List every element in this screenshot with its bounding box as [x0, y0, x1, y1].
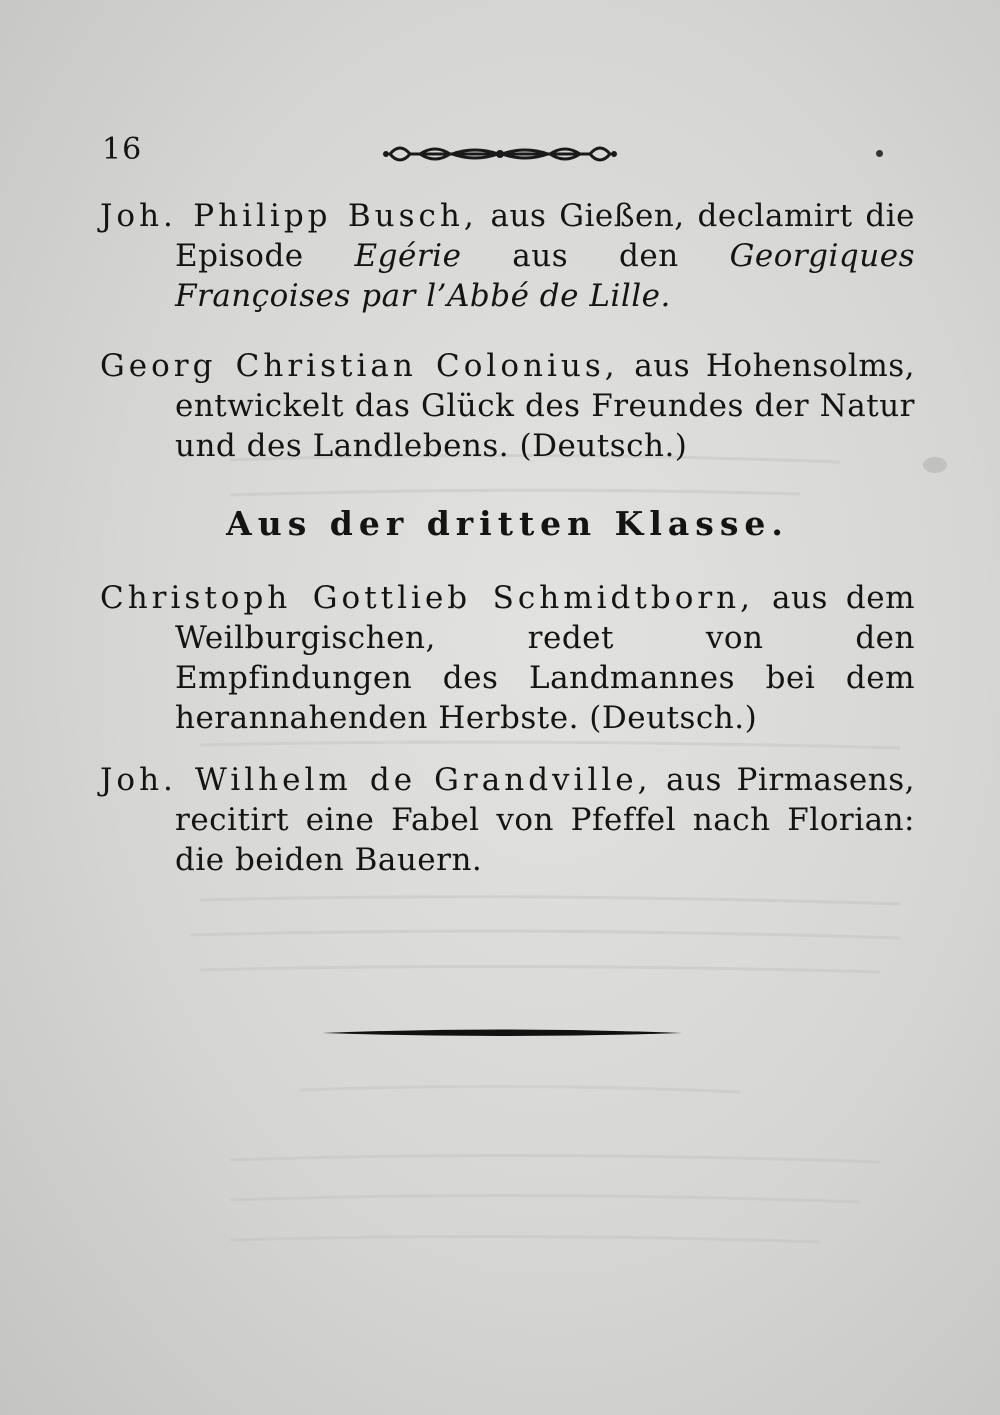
entry-text: aus Hohensolms, entwickelt das Glück des Freundes der Natur und des Landlebens. (Deutsch.) — [175, 348, 916, 464]
decorative-dot — [876, 150, 883, 157]
entry-name: Christoph Gottlieb Schmidtborn, — [100, 580, 754, 616]
entry-name: Georg Christian Colonius, — [100, 348, 619, 384]
entry-name: Joh. Wilhelm de Grandville, — [100, 762, 652, 798]
page-number: 16 — [102, 132, 143, 167]
entry-grandville — [100, 760, 915, 880]
section-heading: Aus der dritten Klasse. — [226, 504, 789, 543]
entry-italic-title: Georgiques Françoises par l’Abbé de Lille. — [175, 238, 915, 314]
entry-schmidtborn — [100, 578, 915, 738]
closing-rule — [322, 1026, 682, 1040]
ornament-icon — [380, 134, 620, 174]
entry-italic-title: Egérie — [354, 238, 462, 274]
entry-colonius — [100, 346, 915, 466]
page-header — [100, 128, 920, 178]
entry-text: aus Pirmasens, recitirt eine Fabel von Pfeffel nach Florian: die beiden Bauern. — [175, 762, 916, 878]
entry-busch — [100, 196, 915, 316]
entry-text: aus Gießen, declamirt die Episode — [175, 198, 915, 274]
entry-name: Joh. Philipp Busch, — [100, 198, 478, 234]
entry-text: aus dem Weilburgischen, redet von den Empfindungen des Landmannes bei dem herannahenden Herbste. (Deutsch.) — [175, 580, 915, 736]
entry-text: aus den — [461, 238, 730, 274]
